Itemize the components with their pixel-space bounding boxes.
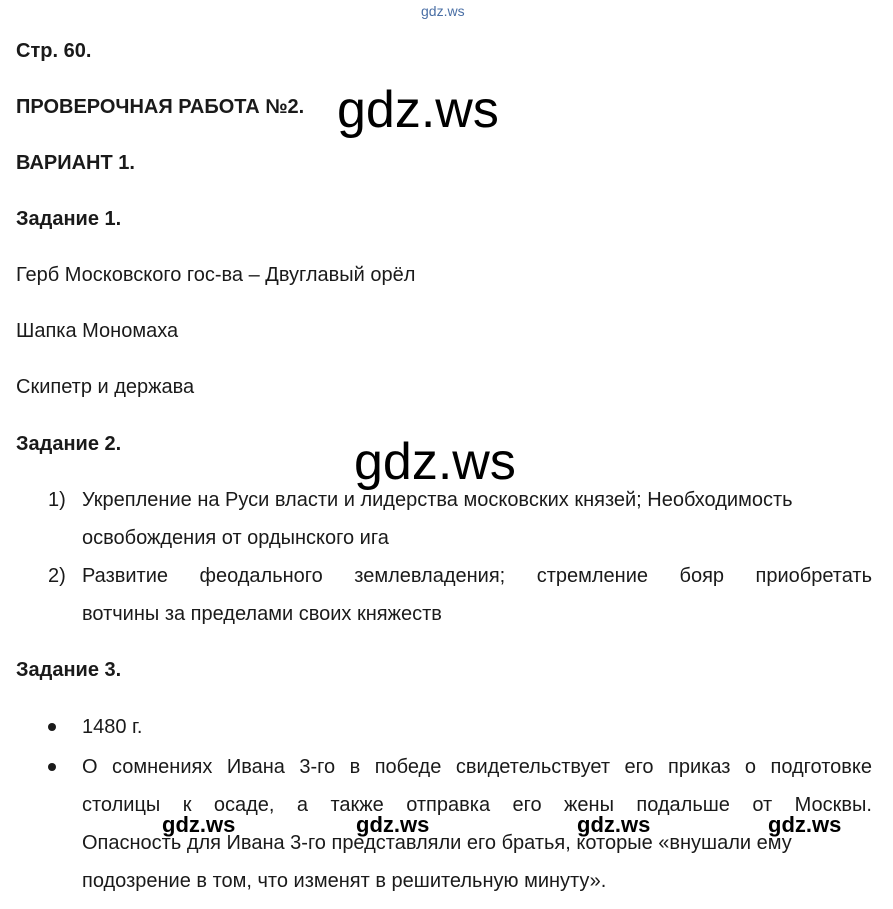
task1-line: Герб Московского гос-ва – Двуглавый орёл — [16, 264, 416, 286]
word: отправка — [406, 794, 491, 816]
list-item-text: подозрение в том, что изменят в решительную минуту». — [82, 870, 607, 892]
watermark: gdz.ws — [337, 81, 499, 139]
page-title: ПРОВЕРОЧНАЯ РАБОТА №2. — [16, 96, 305, 118]
list-item-text: Укрепление на Руси власти и лидерства московских князей; Необходимость — [82, 489, 793, 511]
variant-heading: ВАРИАНТ 1. — [16, 152, 135, 174]
word: О — [82, 756, 98, 778]
list-item-text: освобождения от ордынского ига — [82, 527, 389, 549]
word: его — [624, 756, 654, 778]
list-item-text: 1480 г. — [82, 716, 143, 738]
word: также — [330, 794, 384, 816]
task2-heading: Задание 2. — [16, 433, 122, 455]
task1-line: Шапка Мономаха — [16, 320, 179, 342]
word: к — [182, 794, 192, 816]
list-item-text: Опасность для Ивана 3-го представляли его братья, которые «внушали ему — [82, 832, 792, 854]
bullet-icon — [48, 723, 56, 731]
word: столицы — [82, 794, 161, 816]
word: в — [349, 756, 361, 778]
word: его — [512, 794, 542, 816]
word: Москвы. — [794, 794, 872, 816]
watermark: gdz.ws — [162, 812, 236, 837]
word: приобретать — [755, 565, 872, 587]
watermark: gdz.ws — [577, 812, 651, 837]
list-item-text: вотчины за пределами своих княжеств — [82, 603, 442, 625]
word: о — [744, 756, 757, 778]
watermark: gdz.ws — [768, 812, 842, 837]
word: подальше — [636, 794, 730, 816]
list-item-text — [82, 566, 872, 586]
list-item-number: 2) — [48, 565, 66, 587]
word: жены — [564, 794, 614, 816]
word: свидетельствует — [455, 756, 610, 778]
word: а — [296, 794, 309, 816]
header-watermark: gdz.ws — [421, 3, 465, 19]
word: приказ — [668, 756, 731, 778]
word: 3-го — [299, 756, 336, 778]
word: стремление — [536, 565, 649, 587]
list-item-number: 1) — [48, 489, 66, 511]
task3-heading: Задание 3. — [16, 659, 122, 681]
word: Ивана — [226, 756, 285, 778]
word: подготовке — [770, 756, 872, 778]
task1-heading: Задание 1. — [16, 208, 122, 230]
word: землевладения; — [354, 565, 506, 587]
task1-line: Скипетр и держава — [16, 376, 195, 398]
watermark: gdz.ws — [356, 812, 430, 837]
page-reference: Стр. 60. — [16, 40, 92, 62]
word: от — [752, 794, 773, 816]
word: бояр — [679, 565, 725, 587]
word: Развитие — [82, 565, 168, 587]
bullet-icon — [48, 763, 56, 771]
word: победе — [374, 756, 442, 778]
list-item-text — [82, 757, 872, 777]
word: феодального — [199, 565, 323, 587]
word: осаде, — [213, 794, 275, 816]
word: сомнениях — [112, 756, 213, 778]
watermark: gdz.ws — [354, 433, 516, 491]
